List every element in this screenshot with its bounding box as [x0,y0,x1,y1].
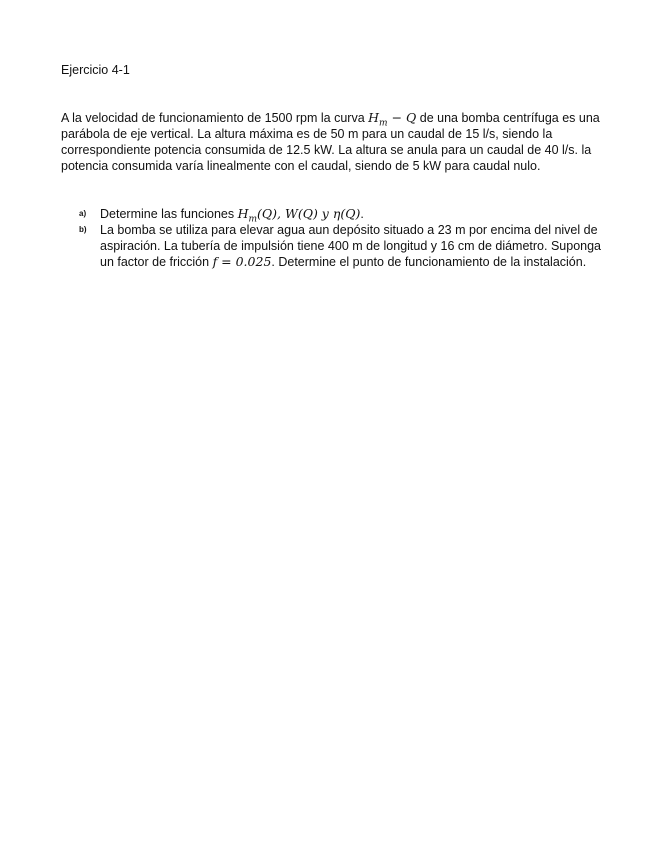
question-item-a: a) Determine las funciones $H_m(Q)$, W(Q) y η(Q). [79,206,364,225]
question-list [79,206,609,270]
question-item-b: b) La bomba se utiliza para elevar agua aun depósito situado a 23 m por encima del nivel de aspiración. La tubería de impulsión tiene 400 m de longitud y 16 cm de diámetro. Suponga un factor de fricción f = 0.025. Determine el punto de funcionamiento de la instalación. [79,223,602,269]
exercise-title: Ejercicio 4-1 [61,63,130,77]
item-marker: a) [79,209,87,218]
problem-statement [61,110,606,174]
curve-formula: $H_m - Q$ [368,110,417,129]
functions-formula: $H_m(Q)$, W(Q) y η(Q) [237,206,361,225]
item-marker: b) [79,225,87,234]
statement-text-2: de una bomba centrífuga es una parábola de eje vertical. La altura máxima es de 50 m para un caudal de 15 l/s, siendo la correspondiente potencia consumida de 12.5 kW. La altura se anula para un caudal de 40 l/s. la potencia consumida varía linealmente con el caudal, siendo de 5 kW para caudal nulo. [61,111,600,173]
statement-text-1: A la velocidad de funcionamiento de 1500 rpm la curva [61,111,369,125]
friction-formula: f = 0.025 [212,254,272,269]
